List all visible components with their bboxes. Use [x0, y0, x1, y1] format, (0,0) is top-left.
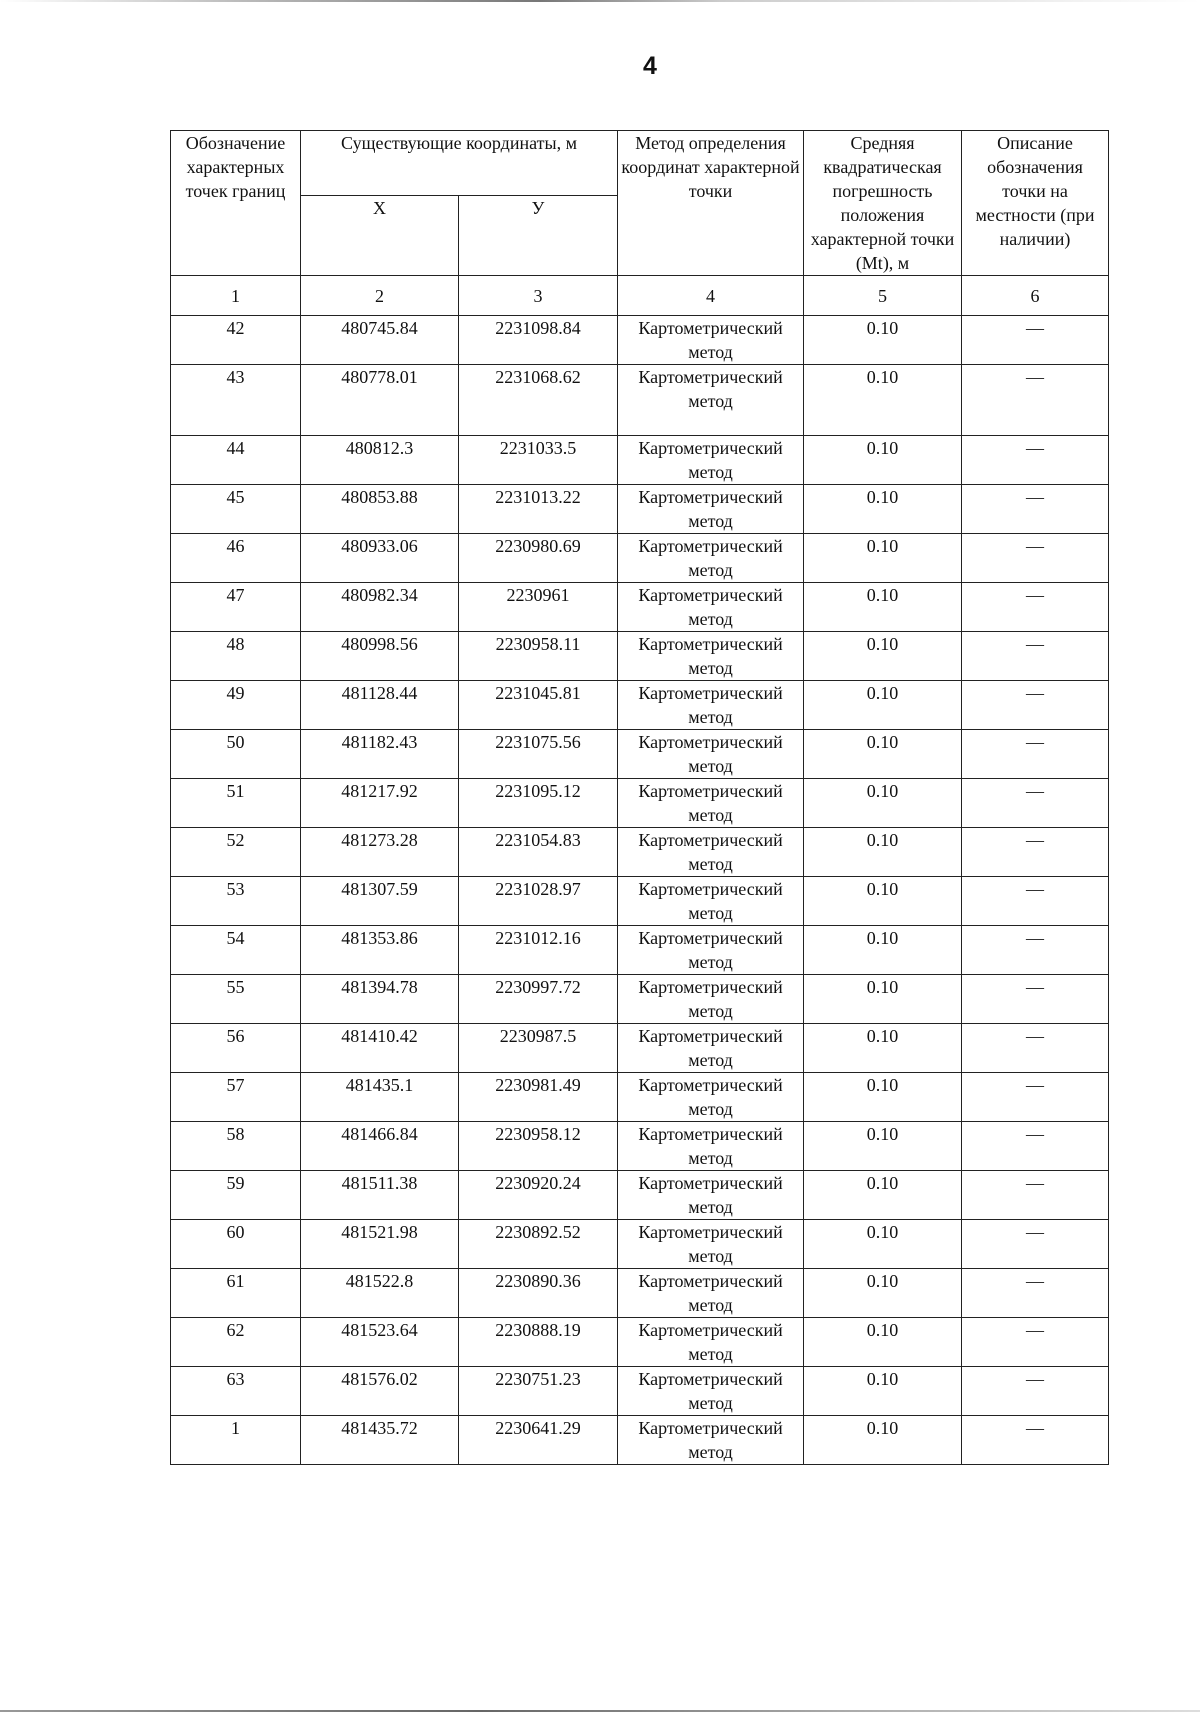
- x-coordinate-cell: 481435.72: [301, 1416, 459, 1465]
- table-row: [171, 485, 1109, 534]
- table-row: [171, 1220, 1109, 1269]
- x-coordinate-cell: 481410.42: [301, 1024, 459, 1073]
- point-number-cell: 51: [171, 779, 301, 828]
- method-cell: Картометрический метод: [618, 1367, 804, 1416]
- description-cell: —: [962, 975, 1109, 1024]
- point-number-cell: 61: [171, 1269, 301, 1318]
- description-cell: —: [962, 1269, 1109, 1318]
- description-cell: —: [962, 1171, 1109, 1220]
- description-cell: —: [962, 1024, 1109, 1073]
- x-coordinate-cell: 480998.56: [301, 632, 459, 681]
- y-coordinate-cell: 2230888.19: [459, 1318, 618, 1367]
- y-coordinate-cell: 2231045.81: [459, 681, 618, 730]
- header-x: Х: [301, 196, 459, 276]
- method-cell: Картометрический метод: [618, 316, 804, 365]
- table-row: [171, 1122, 1109, 1171]
- header-error: Средняя квадратическая погрешность положения характерной точки (Mt), м: [804, 131, 962, 276]
- table-row: [171, 975, 1109, 1024]
- table-row: [171, 1073, 1109, 1122]
- error-cell: 0.10: [804, 877, 962, 926]
- header-designation: Обозначение характерных точек границ: [171, 131, 301, 276]
- point-number-cell: 46: [171, 534, 301, 583]
- header-y: У: [459, 196, 618, 276]
- x-coordinate-cell: 480745.84: [301, 316, 459, 365]
- method-cell: Картометрический метод: [618, 1024, 804, 1073]
- point-number-cell: 48: [171, 632, 301, 681]
- method-cell: Картометрический метод: [618, 975, 804, 1024]
- point-number-cell: 63: [171, 1367, 301, 1416]
- error-cell: 0.10: [804, 828, 962, 877]
- error-cell: 0.10: [804, 926, 962, 975]
- error-cell: 0.10: [804, 975, 962, 1024]
- error-cell: 0.10: [804, 1073, 962, 1122]
- y-coordinate-cell: 2231054.83: [459, 828, 618, 877]
- header-row: [171, 131, 1109, 196]
- description-cell: —: [962, 926, 1109, 975]
- table-row: [171, 779, 1109, 828]
- point-number-cell: 43: [171, 365, 301, 436]
- description-cell: —: [962, 1416, 1109, 1465]
- y-coordinate-cell: 2231068.62: [459, 365, 618, 436]
- y-coordinate-cell: 2231012.16: [459, 926, 618, 975]
- y-coordinate-cell: 2231033.5: [459, 436, 618, 485]
- method-cell: Картометрический метод: [618, 1318, 804, 1367]
- table-row: [171, 534, 1109, 583]
- error-cell: 0.10: [804, 1318, 962, 1367]
- table-row: [171, 583, 1109, 632]
- y-coordinate-cell: 2230641.29: [459, 1416, 618, 1465]
- error-cell: 0.10: [804, 1367, 962, 1416]
- y-coordinate-cell: 2230892.52: [459, 1220, 618, 1269]
- x-coordinate-cell: 480853.88: [301, 485, 459, 534]
- method-cell: Картометрический метод: [618, 365, 804, 436]
- method-cell: Картометрический метод: [618, 877, 804, 926]
- table-row: [171, 1416, 1109, 1465]
- method-cell: Картометрический метод: [618, 828, 804, 877]
- header-description: Описание обозначения точки на местности (при наличии): [962, 131, 1109, 276]
- y-coordinate-cell: 2230981.49: [459, 1073, 618, 1122]
- method-cell: Картометрический метод: [618, 1171, 804, 1220]
- error-cell: 0.10: [804, 316, 962, 365]
- table-row: [171, 730, 1109, 779]
- table-row: [171, 1318, 1109, 1367]
- point-number-cell: 58: [171, 1122, 301, 1171]
- error-cell: 0.10: [804, 1416, 962, 1465]
- description-cell: —: [962, 1122, 1109, 1171]
- table-row: [171, 632, 1109, 681]
- header-coordinates: Существующие координаты, м: [301, 131, 618, 196]
- error-cell: 0.10: [804, 1171, 962, 1220]
- x-coordinate-cell: 480982.34: [301, 583, 459, 632]
- column-number: 5: [804, 276, 962, 316]
- point-number-cell: 54: [171, 926, 301, 975]
- y-coordinate-cell: 2231095.12: [459, 779, 618, 828]
- description-cell: —: [962, 1073, 1109, 1122]
- point-number-cell: 60: [171, 1220, 301, 1269]
- method-cell: Картометрический метод: [618, 485, 804, 534]
- method-cell: Картометрический метод: [618, 1416, 804, 1465]
- method-cell: Картометрический метод: [618, 926, 804, 975]
- point-number-cell: 44: [171, 436, 301, 485]
- table-row: [171, 1367, 1109, 1416]
- description-cell: —: [962, 485, 1109, 534]
- method-cell: Картометрический метод: [618, 681, 804, 730]
- x-coordinate-cell: 480778.01: [301, 365, 459, 436]
- boundary-points-table: [170, 130, 1109, 1465]
- point-number-cell: 62: [171, 1318, 301, 1367]
- column-number: 2: [301, 276, 459, 316]
- x-coordinate-cell: 481435.1: [301, 1073, 459, 1122]
- x-coordinate-cell: 481128.44: [301, 681, 459, 730]
- page-number: 4: [643, 52, 657, 80]
- x-coordinate-cell: 481511.38: [301, 1171, 459, 1220]
- x-coordinate-cell: 481521.98: [301, 1220, 459, 1269]
- method-cell: Картометрический метод: [618, 534, 804, 583]
- method-cell: Картометрический метод: [618, 779, 804, 828]
- table-row: [171, 436, 1109, 485]
- point-number-cell: 55: [171, 975, 301, 1024]
- y-coordinate-cell: 2230751.23: [459, 1367, 618, 1416]
- description-cell: —: [962, 436, 1109, 485]
- table-row: [171, 1024, 1109, 1073]
- header-method: Метод определения координат характерной точки: [618, 131, 804, 276]
- description-cell: —: [962, 730, 1109, 779]
- scan-edge-top: [0, 0, 1200, 2]
- description-cell: —: [962, 365, 1109, 436]
- y-coordinate-cell: 2231028.97: [459, 877, 618, 926]
- point-number-cell: 59: [171, 1171, 301, 1220]
- table-row: [171, 1171, 1109, 1220]
- error-cell: 0.10: [804, 1024, 962, 1073]
- error-cell: 0.10: [804, 632, 962, 681]
- table-row: [171, 877, 1109, 926]
- description-cell: —: [962, 632, 1109, 681]
- point-number-cell: 52: [171, 828, 301, 877]
- point-number-cell: 56: [171, 1024, 301, 1073]
- table-row: [171, 1269, 1109, 1318]
- table-row: [171, 681, 1109, 730]
- method-cell: Картометрический метод: [618, 583, 804, 632]
- y-coordinate-cell: 2231098.84: [459, 316, 618, 365]
- x-coordinate-cell: 480812.3: [301, 436, 459, 485]
- y-coordinate-cell: 2231075.56: [459, 730, 618, 779]
- x-coordinate-cell: 481523.64: [301, 1318, 459, 1367]
- description-cell: —: [962, 583, 1109, 632]
- error-cell: 0.10: [804, 534, 962, 583]
- point-number-cell: 53: [171, 877, 301, 926]
- table-row: [171, 365, 1109, 436]
- description-cell: —: [962, 316, 1109, 365]
- x-coordinate-cell: 481576.02: [301, 1367, 459, 1416]
- x-coordinate-cell: 481466.84: [301, 1122, 459, 1171]
- description-cell: —: [962, 877, 1109, 926]
- x-coordinate-cell: 481394.78: [301, 975, 459, 1024]
- method-cell: Картометрический метод: [618, 730, 804, 779]
- description-cell: —: [962, 779, 1109, 828]
- y-coordinate-cell: 2230987.5: [459, 1024, 618, 1073]
- point-number-cell: 50: [171, 730, 301, 779]
- column-numbers-row: [171, 276, 1109, 316]
- y-coordinate-cell: 2230920.24: [459, 1171, 618, 1220]
- y-coordinate-cell: 2230980.69: [459, 534, 618, 583]
- table-row: [171, 828, 1109, 877]
- y-coordinate-cell: 2230958.11: [459, 632, 618, 681]
- method-cell: Картометрический метод: [618, 1122, 804, 1171]
- table-row: [171, 926, 1109, 975]
- method-cell: Картометрический метод: [618, 632, 804, 681]
- point-number-cell: 47: [171, 583, 301, 632]
- y-coordinate-cell: 2230997.72: [459, 975, 618, 1024]
- column-number: 1: [171, 276, 301, 316]
- table-row: [171, 316, 1109, 365]
- y-coordinate-cell: 2230890.36: [459, 1269, 618, 1318]
- description-cell: —: [962, 1318, 1109, 1367]
- y-coordinate-cell: 2230961: [459, 583, 618, 632]
- point-number-cell: 42: [171, 316, 301, 365]
- error-cell: 0.10: [804, 730, 962, 779]
- y-coordinate-cell: 2231013.22: [459, 485, 618, 534]
- point-number-cell: 1: [171, 1416, 301, 1465]
- method-cell: Картометрический метод: [618, 1220, 804, 1269]
- error-cell: 0.10: [804, 779, 962, 828]
- error-cell: 0.10: [804, 681, 962, 730]
- scan-edge-bottom: [0, 1710, 1200, 1712]
- method-cell: Картометрический метод: [618, 1269, 804, 1318]
- error-cell: 0.10: [804, 1269, 962, 1318]
- error-cell: 0.10: [804, 1122, 962, 1171]
- error-cell: 0.10: [804, 365, 962, 436]
- x-coordinate-cell: 481182.43: [301, 730, 459, 779]
- point-number-cell: 45: [171, 485, 301, 534]
- point-number-cell: 57: [171, 1073, 301, 1122]
- description-cell: —: [962, 828, 1109, 877]
- description-cell: —: [962, 681, 1109, 730]
- x-coordinate-cell: 481522.8: [301, 1269, 459, 1318]
- description-cell: —: [962, 1367, 1109, 1416]
- y-coordinate-cell: 2230958.12: [459, 1122, 618, 1171]
- x-coordinate-cell: 481273.28: [301, 828, 459, 877]
- error-cell: 0.10: [804, 436, 962, 485]
- column-number: 6: [962, 276, 1109, 316]
- description-cell: —: [962, 534, 1109, 583]
- error-cell: 0.10: [804, 485, 962, 534]
- description-cell: —: [962, 1220, 1109, 1269]
- x-coordinate-cell: 481353.86: [301, 926, 459, 975]
- point-number-cell: 49: [171, 681, 301, 730]
- method-cell: Картометрический метод: [618, 436, 804, 485]
- x-coordinate-cell: 480933.06: [301, 534, 459, 583]
- x-coordinate-cell: 481217.92: [301, 779, 459, 828]
- method-cell: Картометрический метод: [618, 1073, 804, 1122]
- error-cell: 0.10: [804, 583, 962, 632]
- x-coordinate-cell: 481307.59: [301, 877, 459, 926]
- column-number: 4: [618, 276, 804, 316]
- column-number: 3: [459, 276, 618, 316]
- error-cell: 0.10: [804, 1220, 962, 1269]
